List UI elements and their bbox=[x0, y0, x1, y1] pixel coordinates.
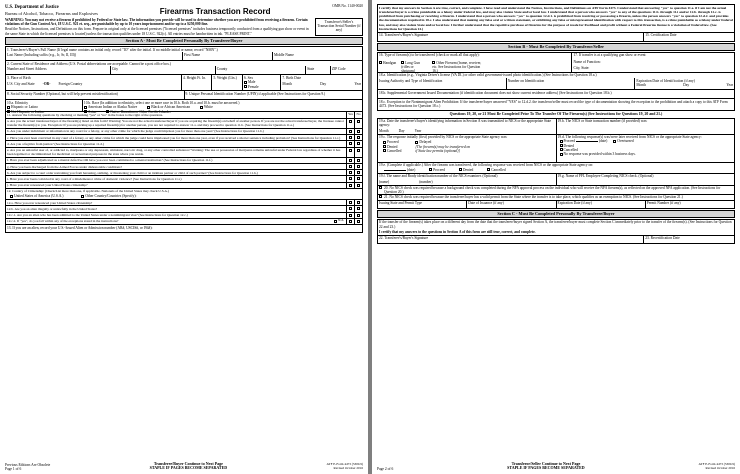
serial-number-box[interactable] bbox=[315, 18, 363, 36]
race-white-checkbox[interactable] bbox=[200, 106, 203, 109]
firearm-type-field bbox=[378, 53, 572, 72]
q11-yes-checkbox[interactable] bbox=[349, 136, 352, 139]
q13-label: 13. If you are an alien, record your U.S.-Issued Alien or Admission number (AR#, USCIS#, or I94#): bbox=[7, 225, 153, 230]
race-native-label: American Indian or Alaska Native bbox=[87, 105, 138, 110]
bureau-name: Bureau of Alcohol, Tobacco, Firearms and Explosives bbox=[5, 10, 98, 16]
section-a-fields bbox=[5, 46, 363, 233]
q2-label: 2. Current State of Residence and Address (U.S. Postal abbreviations are acceptable. Cannot be a post office box.) bbox=[7, 61, 172, 66]
nics-transmit-date-field[interactable] bbox=[378, 119, 557, 134]
height-field[interactable] bbox=[182, 75, 213, 90]
permit-state-field[interactable] bbox=[378, 201, 467, 208]
q21-text: 21. No NICS check was required because the transferee/buyer has a valid permit from the State where the transfer is to take place, which qualifies as an exemption to NICS. (See Instructions for Question 21.) bbox=[384, 195, 683, 200]
ssn-label: 8. Social Security Number (Optional, but will help prevent misidentification) bbox=[7, 92, 118, 97]
supplemental-doc-label: 18.b. Supplemental Government Issued Documentation (if identification document does not show current residence address) (See Instructions for Question 18.b.) bbox=[379, 90, 612, 95]
q11-header: 11. Answer the following questions by checking or marking "yes" or "no" in the boxes to the right of the questions. bbox=[7, 113, 164, 118]
examiner-number-label: (number) bbox=[419, 180, 433, 185]
later-response-label: 19.d. The following response(s) was/were later received from NICS or the appropriate State agency: bbox=[557, 135, 702, 140]
revision-date-1: Revised October 2016 bbox=[333, 466, 363, 471]
form-title: Firearms Transaction Record bbox=[159, 7, 271, 16]
sex-field bbox=[243, 75, 281, 90]
q11-yes-checkbox[interactable] bbox=[349, 171, 352, 174]
q11-yes-checkbox[interactable] bbox=[349, 142, 352, 145]
nics-transaction-number-label: 19.b. The NICS or State transaction number (if provided) was: bbox=[557, 119, 648, 124]
female-label: Female bbox=[248, 84, 259, 89]
q11-question-list bbox=[6, 119, 362, 183]
q16-q17-row bbox=[378, 53, 734, 73]
q19c-denied-label: Denied bbox=[387, 144, 398, 149]
continue-note-1: Transferee/Buyer Continue to Next Page bbox=[153, 460, 223, 466]
form-header bbox=[5, 4, 363, 17]
permit-expiration-field[interactable] bbox=[557, 201, 646, 208]
q12-label: 12. Country of Citizenship: (Check/List more than one, if applicable. Nationals of the United States may check U.S.A.) bbox=[7, 189, 169, 194]
no-column-label: No bbox=[354, 112, 362, 117]
q19d-no-response-label: No response was provided within 3 business days. bbox=[563, 152, 636, 157]
id-authority-field[interactable] bbox=[378, 78, 507, 89]
race-white-label: White bbox=[204, 105, 213, 110]
q11-question-row bbox=[6, 119, 362, 129]
q18b-row bbox=[378, 90, 734, 99]
q11-yes-checkbox[interactable] bbox=[349, 165, 352, 168]
q11-no-checkbox[interactable] bbox=[357, 120, 360, 123]
q19c-denied-checkbox[interactable] bbox=[383, 145, 386, 148]
street-label: Number and Street Address bbox=[7, 67, 47, 72]
recert-signature-label: 22. Transferee's/Buyer's Signature bbox=[379, 236, 429, 241]
q19d-denied-checkbox[interactable] bbox=[560, 144, 563, 147]
race-black-checkbox[interactable] bbox=[147, 106, 150, 109]
weight-field[interactable] bbox=[212, 75, 243, 90]
page-2-footer bbox=[377, 462, 735, 471]
city-field[interactable] bbox=[111, 66, 216, 74]
continue-note-2: Transferor/Seller Continue to Next Page bbox=[511, 460, 581, 466]
page-1-number: Page 1 of 6 bbox=[5, 466, 22, 471]
buyer-signature-label: 14. Transferee's/Buyer's Signature bbox=[379, 33, 429, 38]
certification-block bbox=[377, 4, 735, 42]
q21-row bbox=[378, 195, 734, 200]
q19d-proceed-checkbox[interactable] bbox=[560, 140, 563, 143]
id-exp-day-label: Day bbox=[683, 82, 690, 87]
county-label: County bbox=[216, 67, 228, 72]
recert-date-field[interactable] bbox=[644, 236, 734, 243]
race-label: 10.b. Race (In addition to ethnicity, select one or more race in 10.b. Both 10.a. and 10.b. must be answered.) bbox=[83, 101, 240, 106]
q18a-id-row bbox=[378, 78, 734, 90]
male-checkbox[interactable] bbox=[244, 81, 247, 84]
supplemental-doc-field[interactable] bbox=[378, 90, 734, 98]
q1-name-row bbox=[6, 52, 362, 61]
q20-text: 20. No NICS check was required because a background check was completed during the NFA approval process on the individual who will receive the NFA firearm(s), as reflected on the approved NFA application. (See Instructions for Question 20.) bbox=[383, 186, 721, 195]
state-label: State bbox=[307, 67, 315, 72]
birth-day-label: Day bbox=[320, 82, 327, 87]
q11j-no-checkbox[interactable] bbox=[357, 184, 360, 187]
section-b-fields bbox=[377, 52, 735, 111]
nics-block bbox=[377, 118, 735, 209]
id-number-label: Number on Identification bbox=[507, 78, 545, 83]
q11-question-text: f. Have you ever been adjudicated as a mental defective OR have you ever been committed to a mental institution? (See Instructions for Question 11.f.) bbox=[7, 158, 213, 163]
section-b-header: Section B - Must Be Completed By Transferor/Seller bbox=[377, 43, 735, 51]
id-expiration-field[interactable] bbox=[635, 78, 734, 89]
recert-date-label: 23. Recertification Date bbox=[645, 236, 680, 241]
warning-block bbox=[5, 18, 363, 36]
q19d-proceed-label: Proceed bbox=[563, 139, 576, 144]
handgun-checkbox[interactable] bbox=[379, 61, 382, 64]
id-authority-label: Issuing Authority and Type of Identification bbox=[379, 78, 443, 83]
race-native-checkbox[interactable] bbox=[84, 106, 87, 109]
q11-no-checkbox[interactable] bbox=[357, 142, 360, 145]
q19e-cancelled-label: Cancelled bbox=[491, 167, 506, 172]
last-name-label: Last Name (Including suffix (e.g., Jr, Sr, II, III)) bbox=[7, 52, 77, 57]
q19a-year-label: Year bbox=[414, 128, 422, 133]
q19d-denied-label: Denied bbox=[563, 143, 574, 148]
id-number-field[interactable] bbox=[507, 78, 636, 89]
q19d-no-response-checkbox[interactable] bbox=[560, 153, 563, 156]
q19c-proceed-checkbox[interactable] bbox=[383, 141, 386, 144]
q12a-text: 12.a. Have you ever renounced your United States citizenship? bbox=[7, 200, 93, 205]
q10-row bbox=[6, 100, 362, 112]
other-country-label: Other Country/Countries (Specify): bbox=[85, 193, 137, 198]
q3-q7-row bbox=[6, 75, 362, 91]
q12c1-no-checkbox[interactable] bbox=[357, 214, 360, 217]
q19d-overturned-label: Overturned bbox=[617, 139, 634, 144]
q11-question-text: g. Have you been discharged from the Armed Forces under dishonorable conditions? bbox=[7, 164, 122, 169]
q19e-date-label: (date) bbox=[406, 167, 416, 172]
q20-checkbox[interactable] bbox=[379, 186, 382, 189]
zip-label: ZIP Code bbox=[331, 67, 346, 72]
q11-question-text: d. Are you a fugitive from justice? (See Instructions for Question 11.d.) bbox=[7, 141, 104, 146]
first-name-label: First Name bbox=[184, 52, 201, 57]
q11-question-text: a. Are you the actual transferee/buyer of the firearm(s) listed on this form? Warning: You are not the actual transferee/buyer if you are acquiring the firearm(s) on behalf of another person. If you are not the actual transferee/buyer, the licensee cannot transfer the firearm(s) to you. Exception: If you are picking up a repaired firearm(s) for another person, you are not required to answer 11.a. and may proceed to question 11.b. (See Instructions for Question 11.a.) bbox=[7, 119, 344, 128]
form-number-1: ATF E-Form 4473 (5300.9) bbox=[326, 462, 363, 467]
state-field[interactable] bbox=[306, 66, 331, 74]
permit-expiration-label: Expiration Date (if any) bbox=[557, 201, 592, 206]
q11-yes-checkbox[interactable] bbox=[349, 149, 352, 152]
height-label: 4. Height Ft. In. bbox=[182, 76, 206, 81]
function-city-label: City, State: bbox=[573, 65, 590, 70]
female-checkbox[interactable] bbox=[244, 85, 247, 88]
permit-number-label: Permit Number (if any) bbox=[646, 201, 681, 206]
q19c-cancelled-checkbox[interactable] bbox=[383, 149, 386, 152]
nonimmigrant-exception-label: 18.c. Exception to the Nonimmigrant Alien Prohibition: If the transferee/buyer answered "YES" to 12.d.2. the transferor/seller must record the type of documentation showing the exception to the prohibition and attach a copy to this ATF Form 4473. (See Instructions for Question 18.c.) bbox=[379, 99, 728, 108]
q20-row bbox=[378, 186, 734, 195]
q19d-overturned-checkbox[interactable] bbox=[613, 140, 616, 143]
revision-date-2: Revised October 2016 bbox=[705, 466, 735, 471]
birth-year-label: Year bbox=[354, 82, 361, 87]
agency-block bbox=[5, 4, 98, 16]
q11-no-checkbox[interactable] bbox=[357, 130, 360, 133]
county-field[interactable] bbox=[216, 66, 306, 74]
q11-question-text: c. Have you ever been convicted in any court of a felony, or any other crime for which the judge could have imprisoned you for more than one year, even if you received a shorter sentence including probation? (See Instructions for Question 11.c.) bbox=[7, 135, 341, 140]
q1-label: 1. Transferee's/Buyer's Full Name (If legal name contains an initial only, record "IO" after the initial. If no middle initial or name, record "NMN".) bbox=[7, 47, 218, 52]
other-firearm-label: Other Firearm (frame, receiver, etc. See Instructions for Question 16.) bbox=[432, 60, 482, 74]
q12b-yes-checkbox[interactable] bbox=[349, 207, 352, 210]
certification-date-label: 15. Certification Date bbox=[645, 33, 677, 38]
q11-no-checkbox[interactable] bbox=[357, 149, 360, 152]
long-gun-label: Long Gun (rifles or shotguns) bbox=[401, 60, 420, 74]
q19fg-row bbox=[378, 174, 734, 186]
q19e-denied-label: Denied bbox=[462, 167, 474, 172]
q11-question-text: b. Are you under indictment or information in any court for a felony, or any other crime for which the judge could imprison you for more than one year? (See Instructions for Question 11.b.) bbox=[7, 129, 264, 134]
us-city-state-label: U.S. City and State bbox=[7, 82, 35, 87]
section-c-header: Section C - Must Be Completed Personally By Transferee/Buyer bbox=[377, 210, 735, 218]
street-field[interactable] bbox=[6, 66, 111, 74]
ffl-employee-label: 19.g. Name of FFL Employee Completing NICS check. (Optional) bbox=[557, 174, 654, 179]
or-label: -OR- bbox=[42, 82, 51, 87]
id-expiration-label: Expiration Date of Identification (if any) bbox=[636, 78, 695, 83]
serial-number-label: Transferor's/Seller's Transaction Serial Number (if any) bbox=[317, 20, 361, 33]
middle-name-label: Middle Name bbox=[274, 52, 294, 57]
birth-date-field[interactable] bbox=[281, 75, 362, 90]
q19e-proceed-checkbox[interactable] bbox=[429, 168, 432, 171]
ethnicity-label: 10.a. Ethnicity bbox=[7, 101, 29, 106]
usa-checkbox[interactable] bbox=[10, 195, 13, 198]
na-label: N/A bbox=[338, 218, 344, 223]
omb-number: OMB No. 1140-0020 bbox=[332, 4, 363, 8]
race-pacific-label: Native Hawaiian or Other Pacific Islander bbox=[110, 109, 171, 114]
gun-show-field bbox=[572, 53, 734, 72]
certification-text: I certify that my answers in Section A are true, correct, and complete. I have read and understand the Notices, Instructions, and Definitions on ATF Form 4473. I understand that answering "yes" to question 11.a. if I am not the actual transferee/buyer is a crime punishable as a felony under Federal law, and may also violate State and/or local law. I understand that a person who answers "yes" to any of the questions 11.b. through 11.i and/or 12.b. through 12.c. is prohibited from purchasing or receiving a firearm. I understand that a person who answers "yes" to question 12.d.1. is prohibited from receiving or possessing a firearm, unless the person answers "yes" to question 12.d.2. and provides the documentation required in 18.c. I also understand that making any false oral or written statement, or exhibiting any false or misrepresented identification with respect to this transaction, is a crime punishable as a felony under Federal law, and may also violate State and/or local law. I further understand that the repetitive purchase of firearms for the purpose of resale for livelihood and profit without a Federal firearms license is a violation of Federal law. (See Instructions for Question 14.) bbox=[379, 6, 733, 31]
q19d-date-label: (date) bbox=[598, 139, 608, 144]
q11-question-row bbox=[6, 148, 362, 158]
q12c2-text: 12.c.2. If "yes", do you fall within any of the exceptions stated in the instructions? bbox=[7, 219, 119, 224]
warning-text: WARNING: You may not receive a firearm if prohibited by Federal or State law. The information you provide will be used to determine whether you are prohibited from receiving a firearm. Certain violations of the Gun Control Act, 18 U.S.C. 921 et. seq., are punishable by up to 10 years imprisonment and/or up to a $250,000 fine. bbox=[5, 18, 308, 27]
initial-response-label: 19.c. The response initially (first) provided by NICS or the appropriate State agency was: bbox=[379, 135, 508, 140]
form-page-1 bbox=[0, 0, 368, 474]
staple-note-2: STAPLE IF PAGES BECOME SEPARATED bbox=[507, 465, 585, 471]
function-name-label: Name of Function: bbox=[573, 59, 601, 64]
birth-date-label: 7. Birth Date bbox=[282, 76, 302, 81]
permit-issue-date-field[interactable] bbox=[467, 201, 556, 208]
q21-checkbox[interactable] bbox=[379, 195, 382, 198]
long-gun-checkbox[interactable] bbox=[401, 61, 404, 64]
birth-month-label: Month bbox=[282, 82, 292, 87]
q19c-proceed-label: Proceed bbox=[387, 140, 399, 145]
q19c-cancelled-label: Cancelled bbox=[387, 148, 402, 153]
q11-no-checkbox[interactable] bbox=[357, 136, 360, 139]
last-name-field[interactable] bbox=[6, 52, 183, 60]
q19a-day-label: Day bbox=[398, 128, 405, 133]
read-notices-text: Read the Notices, Instructions, and Definitions on this form. Prepare in original only at the licensed premises ("licensed premises" includes business temporarily conducted from a qualifying gun show or event in the same State in which the licensed premises is located) unless the transaction qualifies under 18 U.S.C. 922(c). All entries must be handwritten in ink. "PLEASE PRINT." bbox=[5, 27, 309, 36]
section-a-header: Section A - Must Be Completed Personally By Transferee/Buyer bbox=[5, 37, 363, 45]
q19a-month-label: Month bbox=[379, 128, 389, 133]
nics-examiner-label: 19.f. The name and Brady identification number of the NICS examiner. (Optional) bbox=[379, 174, 498, 179]
form-number-2: ATF E-Form 4473 (5300.9) bbox=[698, 462, 735, 467]
q19c-delayed-label: Delayed bbox=[419, 140, 432, 145]
foreign-country-label: Foreign Country bbox=[58, 82, 83, 87]
function-name-input[interactable] bbox=[573, 60, 733, 64]
page-2-number: Page 2 of 6 bbox=[377, 466, 394, 471]
previous-editions-note: Previous Editions Are Obsolete bbox=[5, 462, 51, 467]
middle-name-field[interactable] bbox=[273, 52, 362, 60]
q11-no-checkbox[interactable] bbox=[357, 159, 360, 162]
q19d-cancelled-checkbox[interactable] bbox=[560, 148, 563, 151]
q19cd-row bbox=[378, 135, 734, 163]
upin-field[interactable] bbox=[185, 91, 363, 99]
q11-yes-checkbox[interactable] bbox=[349, 177, 352, 180]
race-asian-label: Asian bbox=[87, 109, 97, 114]
later-response-field bbox=[557, 135, 735, 162]
sex-label: 6. Sex bbox=[244, 76, 253, 81]
race-field bbox=[83, 100, 362, 114]
nonimmigrant-exception-field[interactable] bbox=[378, 99, 734, 110]
upin-label: 9. Unique Personal Identification Number (UPIN) if applicable (See Instructions for Question 9.) bbox=[185, 92, 326, 97]
q11-no-checkbox[interactable] bbox=[357, 177, 360, 180]
nics-examiner-field[interactable] bbox=[378, 174, 557, 185]
section-c-text: If the transfer of the firearm(s) takes place on a different day from the date that the transferee/buyer signed Section A, the transferee/buyer must complete Section C immediately prior to the transfer of the firearm(s). (See Instructions for Question 22 and 23.) bbox=[379, 220, 732, 229]
q11-question-text: i. Have you ever been convicted in any court of a misdemeanor crime of domestic violence? (See Instructions for Question 11.i.) bbox=[7, 176, 182, 181]
ethnicity-field bbox=[6, 100, 83, 114]
permit-state-label: Issuing State and Permit Type bbox=[379, 201, 423, 206]
zip-field[interactable] bbox=[331, 66, 362, 74]
q12a-yes-checkbox[interactable] bbox=[349, 201, 352, 204]
yes-column-label: Yes bbox=[346, 112, 354, 117]
initial-response-field bbox=[378, 135, 557, 162]
other-country-checkbox[interactable] bbox=[81, 195, 84, 198]
q11j-yes-checkbox[interactable] bbox=[349, 184, 352, 187]
firearm-type-label: 16. Type of firearm(s) to be transferred (check or mark all that apply): bbox=[379, 53, 480, 58]
post-transfer-response-label: 19.e. (Complete if applicable.) After the firearm was transferred, the following response was received from NICS or the appropriate State agency on: bbox=[379, 163, 594, 168]
nics-transmit-date-label: 19.a. Date the transferee's/buyer's identifying information in Section A was transmitted to NICS or the appropriate State agency: bbox=[379, 119, 552, 128]
alien-number-field[interactable] bbox=[6, 225, 362, 232]
gun-show-label: 17. If transfer is at a qualifying gun show or event: bbox=[573, 53, 647, 58]
examiner-name-label: (name) bbox=[379, 180, 390, 185]
q11-question-text: h. Are you subject to a court order restraining you from harassing, stalking, or threatening your child or an intimate partner or child of such partner? (See Instructions for Question 11.h.) bbox=[7, 170, 258, 175]
permit-number-field[interactable] bbox=[646, 201, 734, 208]
q12b-no-checkbox[interactable] bbox=[357, 207, 360, 210]
q21-permit-row bbox=[378, 200, 734, 208]
q19ab-row bbox=[378, 119, 734, 135]
na-checkbox[interactable] bbox=[334, 220, 337, 223]
hispanic-label: Hispanic or Latino bbox=[11, 105, 38, 110]
first-name-field[interactable] bbox=[183, 52, 273, 60]
q19d-cancelled-label: Cancelled bbox=[563, 147, 578, 152]
hispanic-checkbox[interactable] bbox=[7, 106, 10, 109]
q11-no-checkbox[interactable] bbox=[357, 165, 360, 168]
q8-q9-row bbox=[6, 91, 362, 100]
agency-name: U.S. Department of Justice bbox=[5, 5, 59, 10]
q11-question-text: e. Are you an unlawful user of, or addicted to, marijuana or any depressant, stimulant, narcotic drug, or any other controlled substance? Warning: The use or possession of marijuana remains unlawful under Federal law regardless of whether it has been legalized or decriminalized for medicinal or recreational purposes in the state where you reside. bbox=[7, 148, 341, 157]
q12c2-no-checkbox[interactable] bbox=[357, 220, 360, 223]
section-c-fields bbox=[377, 219, 735, 244]
handgun-label: Handgun bbox=[383, 60, 397, 65]
permit-issue-date-label: Date of Issuance (if any) bbox=[468, 201, 504, 206]
race-black-label: Black or African American bbox=[151, 105, 191, 110]
q11-yes-checkbox[interactable] bbox=[349, 120, 352, 123]
q12b-text: 12.b. Are you an alien illegally or unlawfully in the United States? bbox=[7, 206, 98, 211]
male-label: Male bbox=[248, 80, 256, 85]
weight-label: 5. Weight (Lbs.) bbox=[213, 76, 237, 81]
q12a-no-checkbox[interactable] bbox=[357, 201, 360, 204]
q11-no-checkbox[interactable] bbox=[357, 171, 360, 174]
q19c-state-law-text: if State law permits (optional)] bbox=[415, 148, 460, 153]
q19e-proceed-label: Proceed bbox=[433, 167, 445, 172]
form-page-2 bbox=[372, 0, 740, 474]
q12-citizenship-row bbox=[6, 189, 362, 200]
nics-transaction-number-field[interactable] bbox=[557, 119, 735, 134]
q19e-row bbox=[378, 163, 734, 174]
q19e-denied-checkbox[interactable] bbox=[459, 168, 462, 171]
page-1-footer bbox=[5, 462, 363, 471]
q12c1-yes-checkbox[interactable] bbox=[349, 214, 352, 217]
q12c2-yes-checkbox[interactable] bbox=[349, 220, 352, 223]
other-firearm-checkbox[interactable] bbox=[432, 61, 435, 64]
q11-yes-checkbox[interactable] bbox=[349, 159, 352, 162]
usa-label: United States of America (U.S.A.) bbox=[14, 193, 64, 198]
city-label: City bbox=[111, 67, 119, 72]
not-hispanic-label: Not Hispanic or Latino bbox=[11, 109, 45, 114]
ssn-field[interactable] bbox=[6, 91, 185, 99]
ffl-employee-field[interactable] bbox=[557, 174, 735, 185]
section-c-cert: I certify that my answers to the questions in Section A of this form are still true, correct, and complete. bbox=[379, 229, 536, 234]
q19e-cancelled-checkbox[interactable] bbox=[487, 168, 490, 171]
q12c1-text: 12.c.1. Are you an alien who has been admitted to the United States under a nonimmigrant visa? (See Instructions for Question 12.c.) bbox=[7, 213, 188, 218]
q2-address-row bbox=[6, 66, 362, 75]
q19c-delayed-checkbox[interactable] bbox=[415, 141, 418, 144]
buyer-signature-field[interactable] bbox=[378, 33, 644, 41]
q19c-may-transfer-text: [The firearm(s) may be transferred on bbox=[415, 144, 471, 149]
birthplace-field[interactable] bbox=[6, 75, 182, 90]
id-exp-year-label: Year bbox=[726, 82, 733, 87]
certification-date-field[interactable] bbox=[644, 33, 734, 41]
birthplace-label: 3. Place of Birth bbox=[7, 76, 31, 81]
recert-signature-field[interactable] bbox=[378, 236, 644, 243]
q18a-label: 18.a. Identification (e.g., Virginia Driver's license (VA DL) or other valid government-issued photo identification.) (See Instructions for Question 18.a.) bbox=[379, 73, 597, 78]
staple-note-1: STAPLE IF PAGES BECOME SEPARATED bbox=[149, 465, 228, 471]
function-city-input[interactable] bbox=[573, 66, 733, 70]
q11j-text: j. Have you ever renounced your United States citizenship? bbox=[7, 183, 88, 188]
id-exp-month-label: Month bbox=[636, 82, 646, 87]
questions-19-21-header: Questions 19, 20, or 21 Must Be Completed Prior To The Transfer Of The Firearm(s) (See Instructions for Questions 19, 20 and 21.) bbox=[449, 112, 663, 117]
q11-yes-checkbox[interactable] bbox=[349, 130, 352, 133]
